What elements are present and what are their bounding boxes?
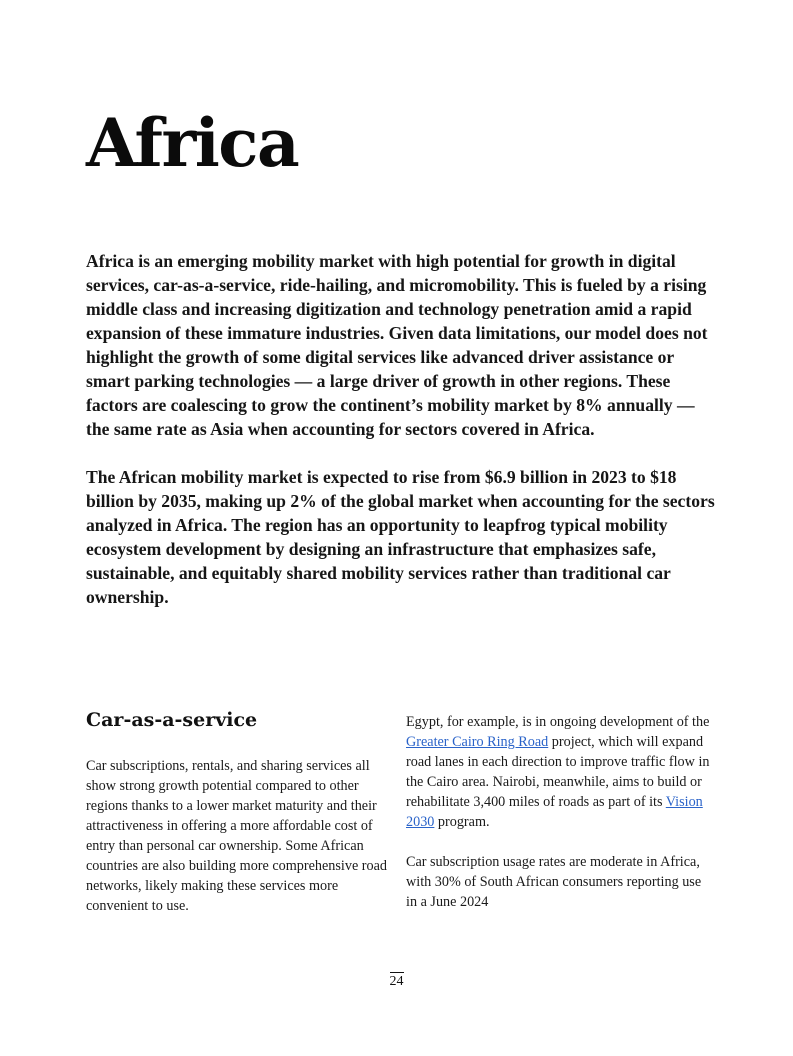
- text-segment: program.: [434, 814, 490, 830]
- right-paragraph-2: Car subscription usage rates are moderate in Africa, with 30% of South African consumers reporting use in a June 2024: [406, 854, 702, 910]
- text-segment: project, which will expand road lanes in each direction to improve traffic flow in the Cairo area. Nairobi, meanwhile, aims to build or rehabilitate 3,400 miles of roads as part of its: [406, 734, 710, 810]
- page-number: [0, 972, 793, 992]
- intro-paragraph-1: Africa is an emerging mobility market with high potential for growth in digital services, car-as-a-service, ride-hailing, and micromobility. This is fueled by a rising middle class and increasing digitization and technology penetration amid a rapid expansion of these immature industries. Given data limitations, our model does not highlight the growth of some digital services like advanced driver assistance or smart parking technologies — a large driver of growth in other regions. These factors are coalescing to grow the continent’s mobility market by 8% annually — the same rate as Asia when accounting for sectors covered in Africa.: [86, 251, 708, 439]
- section-heading: Car-as-a-service: [86, 709, 258, 731]
- left-column: [86, 706, 391, 916]
- right-column: [406, 712, 711, 912]
- intro-paragraph-2: The African mobility market is expected to rise from $6.9 billion in 2023 to $18 billion by 2035, making up 2% of the global market when accounting for the sectors analyzed in Africa. The region has an opportunity to leapfrog typical mobility ecosystem development by designing an infrastructure that emphasizes safe, sustainable, and equitably shared mobility services rather than traditional car ownership.: [86, 467, 715, 607]
- vision-2030-link[interactable]: Vision 2030: [406, 794, 703, 830]
- page-title: Africa: [86, 104, 299, 182]
- right-paragraph-1: [406, 712, 711, 832]
- intro-text: [86, 249, 716, 609]
- left-paragraph: Car subscriptions, rentals, and sharing services all show strong growth potential compared to other regions thanks to a lower market maturity and their attractiveness in offering a more affordable cost of entry than personal car ownership. Some African countries are also building more comprehensive road networks, likely making these services more convenient to use.: [86, 758, 387, 914]
- page-number-label: 24: [389, 974, 404, 989]
- text-segment: Egypt, for example, is in ongoing development of the: [406, 714, 710, 730]
- greater-cairo-ring-road-link[interactable]: Greater Cairo Ring Road: [406, 734, 549, 750]
